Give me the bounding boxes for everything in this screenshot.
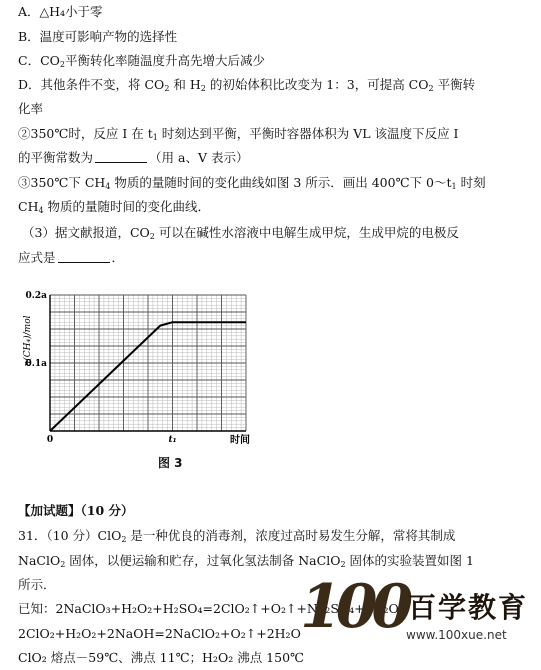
- q31-line2: NaClO$_2$ 固体，以便运输和贮存，过氧化氢法制备 NaClO$_2$ 固体的实验装置如图 1: [18, 553, 474, 569]
- question-3-line1: ③350℃下 $CH_4$ 物质的量随时间的变化曲线如图 3 所示．画出 400℃下 $0\sim t_1$ 时刻: [18, 175, 486, 191]
- part-3-line1: （3）据文献报道，$CO_2$ 可以在碱性水溶液中电解生成甲烷，生成甲烷的电极反: [22, 225, 459, 241]
- equation-1: 已知：2NaClO₃+H₂O₂+H₂SO₄=2ClO₂↑+O₂↑+Na₂SO₄+2H₂O: [18, 601, 399, 616]
- x-tick-label: 0: [46, 435, 54, 445]
- logo-name: 百学教育: [408, 591, 529, 624]
- equation-2: 2ClO₂+H₂O₂+2NaOH=2NaClO₂+O₂↑+2H₂O: [18, 626, 301, 641]
- x-axis-label: 时间: [230, 435, 250, 446]
- physical-properties: ClO₂ 熔点－59℃、沸点 11℃；H₂O₂ 沸点 150℃: [18, 650, 305, 665]
- watermark-logo: [300, 572, 540, 670]
- q31-line3: 所示．: [18, 577, 56, 592]
- option-d-cont: 化率: [18, 101, 44, 116]
- option-d: D．其他条件不变，将 $CO_2$ 和 $H_2$ 的初始体积比改变为 1：3，可提高 $CO_2$ 平衡转: [18, 77, 476, 93]
- part-3-line2: 应式是 ．: [18, 250, 125, 265]
- question-3-line2: $CH_4$ 物质的量随时间的变化曲线．: [18, 199, 211, 215]
- answer-blank: [58, 252, 110, 263]
- bonus-heading: 【加试题】（10 分）: [18, 503, 134, 518]
- y-axis-label: n(CH₄)/mol: [23, 315, 33, 367]
- figure-3-chart: [18, 283, 258, 453]
- q31-line1: 31．（10 分）ClO$_2$ 是一种优良的消毒剂，浓度过高时易发生分解，常将其制成: [18, 528, 456, 544]
- figure-caption: 图 3: [158, 456, 183, 470]
- answer-blank: [95, 152, 147, 163]
- option-b: B．温度可影响产物的选择性: [18, 29, 178, 44]
- logo-number: 100: [300, 572, 408, 642]
- option-a: A．△H₄小于零: [18, 4, 103, 19]
- question-2-line2: 的平衡常数为 （用 a、V 表示）: [18, 150, 249, 165]
- x-tick-label: t₁: [168, 435, 177, 445]
- option-c: C．$CO_2$平衡转化率随温度升高先增大后减少: [18, 53, 265, 69]
- question-2-line1: ②350℃时，反应 I 在 $t_1$ 时刻达到平衡，平衡时容器体积为 VL 该温度下反应 I: [18, 126, 459, 142]
- tick-labels: [26, 291, 177, 445]
- y-tick-label: 0.2a: [25, 291, 47, 301]
- logo-url: www.100xue.net: [406, 628, 507, 642]
- y-tick-label: 0.1a: [25, 359, 47, 369]
